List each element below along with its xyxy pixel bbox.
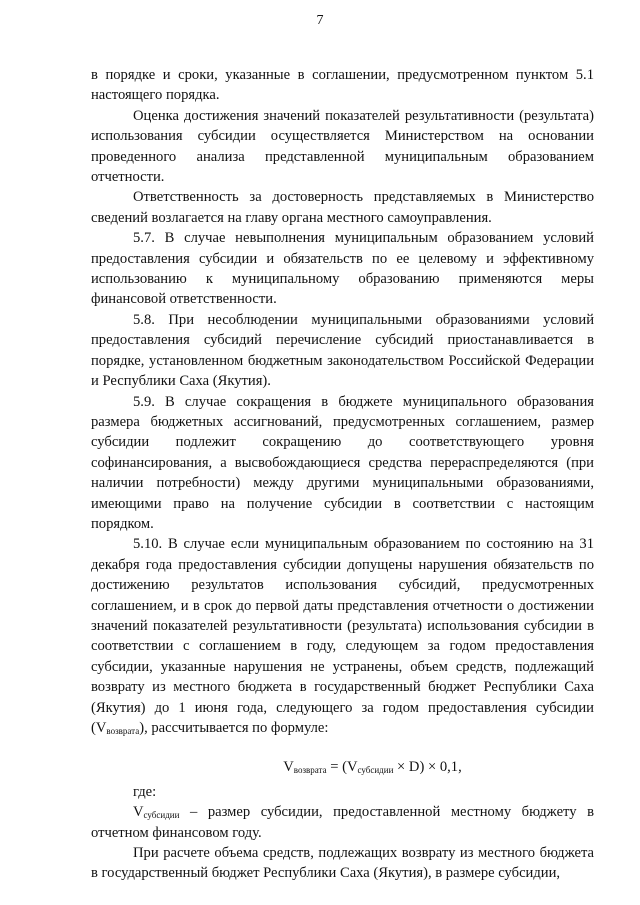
paragraph-5-10	[91, 534, 594, 738]
paragraph-responsibility: Ответственность за достоверность представляемых в Министерство сведений возлагается на главу органа местного самоуправления.	[91, 189, 594, 226]
paragraph-calculation: При расчете объема средств, подлежащих возврату из местного бюджета в государственный бюджет Республики Саха (Якутия), в размере субсидии,	[91, 845, 594, 882]
formula-tail: × D) × 0,1,	[393, 759, 462, 776]
paragraph-continuation: в порядке и сроки, указанные в соглашении, предусмотренном пунктом 5.1 настоящего порядка.	[91, 67, 594, 104]
definition-sub: субсидии	[143, 810, 180, 821]
page-number: 7	[316, 13, 324, 28]
paragraph-5-9: 5.9. В случае сокращения в бюджете муниципального образования размера бюджетных ассигнований, предусмотренных соглашением, размер субсидии подлежит сокращению до соответствующего уровня софинансирования, а высвобождающиеся средства перераспределяются (при наличии потребности) между другими муниципальными образованиями, имеющими право на получение субсидии в соответствии с настоящим порядком.	[91, 393, 594, 532]
definition-v-subsidii	[91, 802, 594, 843]
where-label: где:	[133, 783, 157, 800]
paragraph-5-8: 5.8. При несоблюдении муниципальными образованиями условий предоставления субсидий перечисление субсидий приостанавливается в порядке, установленном бюджетным законодательством Российской Федерации и Республики Саха (Якутия).	[91, 311, 594, 390]
formula-sub-vozvrata: возврата	[293, 765, 327, 776]
paragraph-5-10-tail: ), рассчитывается по формуле:	[139, 720, 329, 736]
return-formula	[91, 757, 594, 777]
paragraph-5-7: 5.7. В случае невыполнения муниципальным образованием условий предоставления субсидии и обязательств по ее целевому и эффективному использованию к муниципальному образованию применяются меры финансовой ответственности.	[91, 230, 594, 308]
formula-equals: = (V	[326, 759, 358, 776]
document-body	[91, 65, 594, 884]
paragraph-5-10-text: 5.10. В случае если муниципальным образованием по состоянию на 31 декабря года предоставления субсидии допущены нарушения обязательств по достижению результатов использования субсидий, предусмотренных соглашением, и в срок до первой даты представления отчетности о достижении значений показателей результативности (результата) использования субсидии в соответствии с соглашением в году, следующем за годом предоставления субсидии, указанные нарушения не устранены, объем средств, подлежащий возврату из местного бюджета в государственный бюджет Республики Саха (Якутия) до 1 июня года, следующего за годом предоставления субсидии (V	[91, 536, 594, 736]
formula-sub-subsidii: субсидии	[357, 765, 394, 776]
formula-v: V	[283, 759, 294, 776]
definition-v: V	[133, 804, 144, 821]
subscript-vozvrata: возврата	[106, 726, 140, 736]
definition-text: – размер субсидии, предоставленной местному бюджету в отчетном финансовом году.	[91, 804, 594, 841]
paragraph-evaluation: Оценка достижения значений показателей результативности (результата) использования субсидии осуществляется Министерством на основании проведенного анализа представленной муниципальным образованием отчетности.	[91, 107, 594, 186]
